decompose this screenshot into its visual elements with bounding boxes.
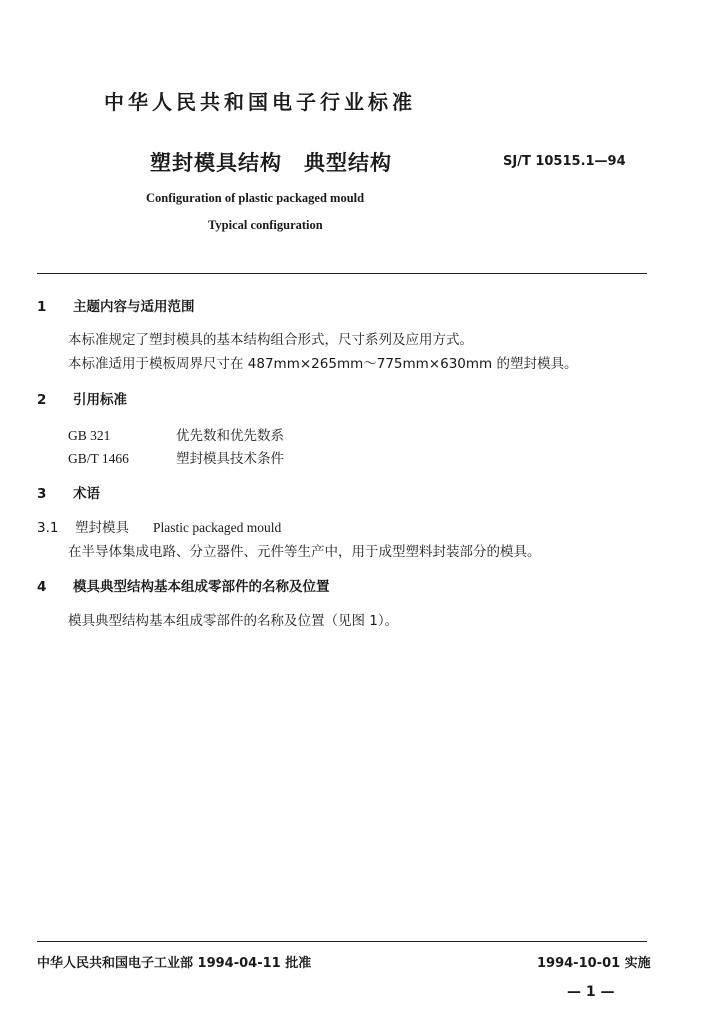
reference-row (68, 447, 284, 467)
section-number: 4 (37, 579, 47, 595)
section-3-heading (37, 482, 100, 502)
section-title: 主题内容与适用范围 (73, 299, 195, 315)
term-definition: 在半导体集成电路、分立器件、元件等生产中，用于成型塑料封装部分的模具。 (68, 544, 541, 560)
section-title: 引用标准 (73, 392, 127, 408)
approval-info: 中华人民共和国电子工业部 1994-04-11 批准 (37, 956, 312, 971)
section-4-heading (37, 575, 330, 595)
reference-name: 优先数和优先数系 (176, 428, 284, 444)
section-1-heading (37, 295, 195, 315)
section-1-paragraph-1: 本标准规定了塑封模具的基本结构组合形式，尺寸系列及应用方式。 (68, 332, 473, 348)
term-number: 3.1 (37, 520, 59, 536)
page-number: — 1 — (567, 984, 615, 1000)
header-divider (37, 273, 647, 274)
footer-divider (37, 941, 647, 942)
reference-row (68, 424, 284, 444)
english-title-line1: Configuration of plastic packaged mould (146, 191, 365, 205)
term-english: Plastic packaged mould (153, 520, 282, 535)
section-title: 模具典型结构基本组成零部件的名称及位置 (73, 579, 330, 595)
section-number: 3 (37, 486, 47, 502)
standard-number: SJ/T 10515.1—94 (503, 154, 626, 169)
section-4-paragraph: 模具典型结构基本组成零部件的名称及位置（见图 1）。 (68, 613, 399, 629)
section-title: 术语 (73, 486, 100, 502)
term-entry (37, 516, 281, 536)
english-title-line2: Typical configuration (208, 218, 323, 232)
section-number: 2 (37, 392, 47, 408)
term-chinese: 塑封模具 (75, 520, 129, 536)
section-number: 1 (37, 299, 47, 315)
implementation-date: 1994-10-01 实施 (537, 956, 651, 971)
page-title: 塑封模具结构 典型结构 (150, 151, 392, 175)
reference-code: GB 321 (68, 428, 111, 443)
standard-org-heading: 中华人民共和国电子行业标准 (104, 90, 416, 114)
reference-name: 塑封模具技术条件 (176, 451, 284, 467)
section-2-heading (37, 388, 127, 408)
reference-code: GB/T 1466 (68, 451, 129, 466)
section-1-paragraph-2: 本标准适用于模板周界尺寸在 487mm×265mm～775mm×630mm 的塑封模具。 (68, 356, 578, 372)
